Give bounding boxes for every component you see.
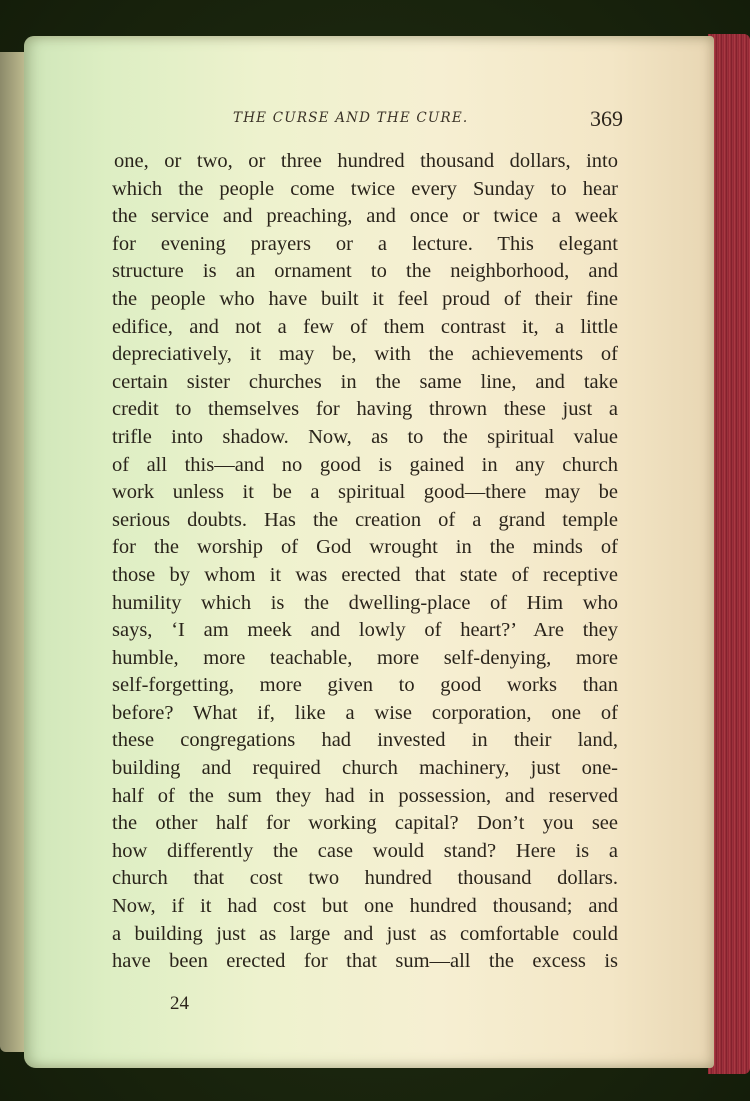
text-line: the other half for working capital? Don’t you see [112, 812, 618, 835]
running-title: THE CURSE AND THE CURE. [233, 110, 469, 126]
text-line: Now, if it had cost but one hundred thousand; and [112, 895, 618, 918]
body-text [112, 148, 618, 976]
text-line: which the people come twice every Sunday to hear [112, 177, 618, 200]
text-line: credit to themselves for having thrown these just a [112, 398, 618, 421]
page-number: 369 [590, 106, 623, 131]
text-line: structure is an ornament to the neighborhood, and [112, 260, 618, 283]
text-line: before? What if, like a wise corporation, one of [112, 701, 618, 724]
text-line: serious doubts. Has the creation of a grand temple [112, 508, 618, 531]
text-line: how differently the case would stand? Here is a [112, 839, 618, 862]
text-line: one, or two, or three hundred thousand dollars, into [114, 150, 618, 172]
text-line: trifle into shadow. Now, as to the spiritual value [112, 425, 618, 448]
text-line: of all this—and no good is gained in any church [112, 453, 618, 476]
text-line: building and required church machinery, just one- [112, 757, 618, 780]
text-line: half of the sum they had in possession, and reserved [112, 784, 618, 807]
text-line: depreciatively, it may be, with the achievements of [112, 343, 618, 366]
text-line: those by whom it was erected that state of receptive [112, 563, 618, 586]
text-line: certain sister churches in the same line, and take [112, 370, 618, 393]
text-line: humility which is the dwelling-place of Him who [112, 591, 618, 614]
signature-mark: 24 [170, 993, 189, 1014]
text-line: for evening prayers or a lecture. This elegant [112, 232, 618, 255]
text-line: for the worship of God wrought in the minds of [112, 536, 618, 559]
text-line: edifice, and not a few of them contrast it, a little [112, 315, 618, 338]
text-line: these congregations had invested in their land, [112, 729, 618, 752]
running-header [108, 100, 623, 134]
text-line: humble, more teachable, more self-denying, more [112, 646, 618, 669]
text-line: the people who have built it feel proud of their fine [112, 287, 618, 310]
text-line: church that cost two hundred thousand dollars. [112, 867, 618, 890]
text-line: a building just as large and just as comfortable could [112, 922, 618, 945]
page-block-edge [708, 34, 750, 1074]
text-line: have been erected for that sum—all the excess is [112, 950, 618, 973]
text-line: self-forgetting, more given to good works than [112, 674, 618, 697]
text-line: says, ‘I am meek and lowly of heart?’ Are they [112, 619, 618, 642]
text-line: the service and preaching, and once or twice a week [112, 205, 618, 228]
text-line: work unless it be a spiritual good—there may be [112, 481, 618, 504]
